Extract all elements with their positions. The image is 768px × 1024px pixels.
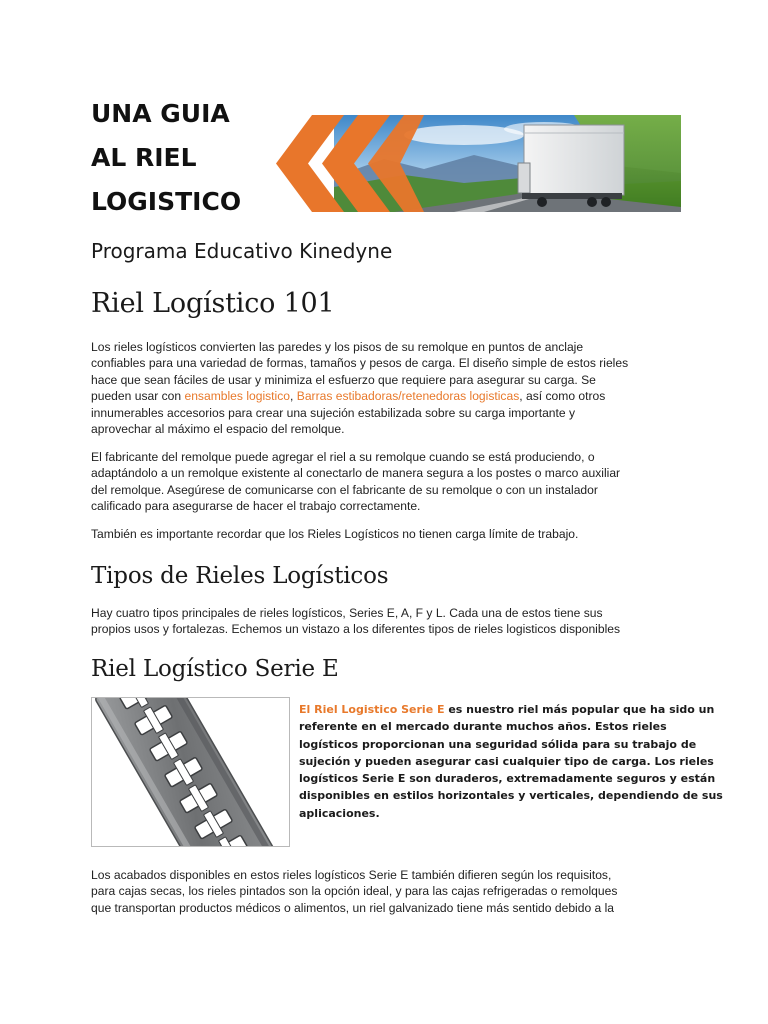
paragraph-line: calificado para asegurarse de hacer el trabajo correctamente. <box>91 499 421 514</box>
e-track-rail-image <box>91 697 290 847</box>
title-line: UNA GUIA <box>91 99 230 128</box>
text-segment: , así como otros <box>519 389 606 404</box>
text-segment: es nuestro riel más popular que ha sido un <box>444 703 715 716</box>
section-heading-riel-101: Riel Logístico 101 <box>91 288 335 319</box>
paragraph-line: También es importante recordar que los Rieles Logísticos no tienen carga límite de trabajo. <box>91 527 579 541</box>
paragraph-line: adaptándolo a un remolque existente al conectarlo de manera segura a los postes o marco auxiliar <box>91 466 621 481</box>
paragraph-line: sujeción y pueden asegurar casi cualquier tipo de carga. Los rieles <box>299 754 714 768</box>
paragraph-line: confiables para una variedad de formas, tamaños y pesos de carga. El diseño simple de estos rieles <box>91 356 629 371</box>
text-segment: pueden usar con <box>91 389 185 404</box>
paragraph-line: El fabricante del remolque puede agregar el riel a su remolque cuando se está produciendo, o <box>91 450 595 464</box>
section-heading-tipos: Tipos de Rieles Logísticos <box>91 563 389 589</box>
paragraph-tipos <box>91 605 681 638</box>
paragraph-line: innumerables accesorios para crear una sujeción estabilizada sobre su carga importante y <box>91 405 576 420</box>
paragraph-fabricante <box>91 449 681 515</box>
paragraph-line: Hay cuatro tipos principales de rieles logísticos, Series E, A, F y L. Cada una de estos tiene sus <box>91 606 603 620</box>
paragraph-line: referente en el mercado durante muchos años. Estos rieles <box>299 720 667 734</box>
paragraph-intro <box>91 339 681 437</box>
link-ensambles-logistico[interactable]: ensambles logistico <box>184 389 291 404</box>
paragraph-line: del remolque. Asegúrese de comunicarse con el fabricante de su remolque o con un instalador <box>91 482 598 497</box>
title-line: LOGISTICO <box>91 187 242 216</box>
paragraph-line: hace que sean fáciles de usar y minimiza el esfuerzo que requiere para asegurar su carga. Se <box>91 372 596 387</box>
paragraph-line: Los rieles logísticos convierten las paredes y los pisos de su remolque en puntos de anclaje <box>91 340 584 354</box>
serie-e-description <box>299 701 723 822</box>
section-heading-serie-e: Riel Logístico Serie E <box>91 656 339 682</box>
link-barras-estibadoras[interactable]: Barras estibadoras/retenedoras logisticas <box>296 389 520 404</box>
paragraph-line: que transportan productos médicos o alimentos, un riel galvanizado tiene más sentido debido a la <box>91 900 615 915</box>
document-subtitle: Programa Educativo Kinedyne <box>91 239 393 263</box>
orange-chevrons-truck-banner <box>274 115 681 212</box>
link-riel-logistico-serie-e[interactable]: El Riel Logistico Serie E <box>299 703 445 716</box>
paragraph-acabados <box>91 867 681 916</box>
paragraph-line: logísticos Serie E son duraderos, extremadamente seguros y están <box>299 772 716 786</box>
paragraph-line <box>299 701 715 718</box>
paragraph-line: aprovechar al máximo el espacio del remolque. <box>91 422 345 437</box>
paragraph-line: disponibles en estilos horizontales y verticales, dependiendo de sus <box>299 789 723 803</box>
paragraph-line: para cajas secas, los rieles pintados son la opción ideal, y para las cajas refrigeradas o remolques <box>91 884 618 899</box>
paragraph-carga-limite <box>91 526 681 542</box>
paragraph-line: aplicaciones. <box>299 806 380 820</box>
paragraph-line: propios usos y fortalezas. Echemos un vistazo a los diferentes tipos de rieles logisticos disponibles <box>91 622 621 637</box>
text-segment: , <box>290 389 297 404</box>
title-line: AL RIEL <box>91 143 197 172</box>
document-title <box>91 92 281 224</box>
paragraph-line: logísticos proporcionan una seguridad sólida para su trabajo de <box>299 737 697 751</box>
paragraph-line: Los acabados disponibles en estos rieles logísticos Serie E también difieren según los requisitos, <box>91 868 612 882</box>
paragraph-line <box>91 388 681 404</box>
